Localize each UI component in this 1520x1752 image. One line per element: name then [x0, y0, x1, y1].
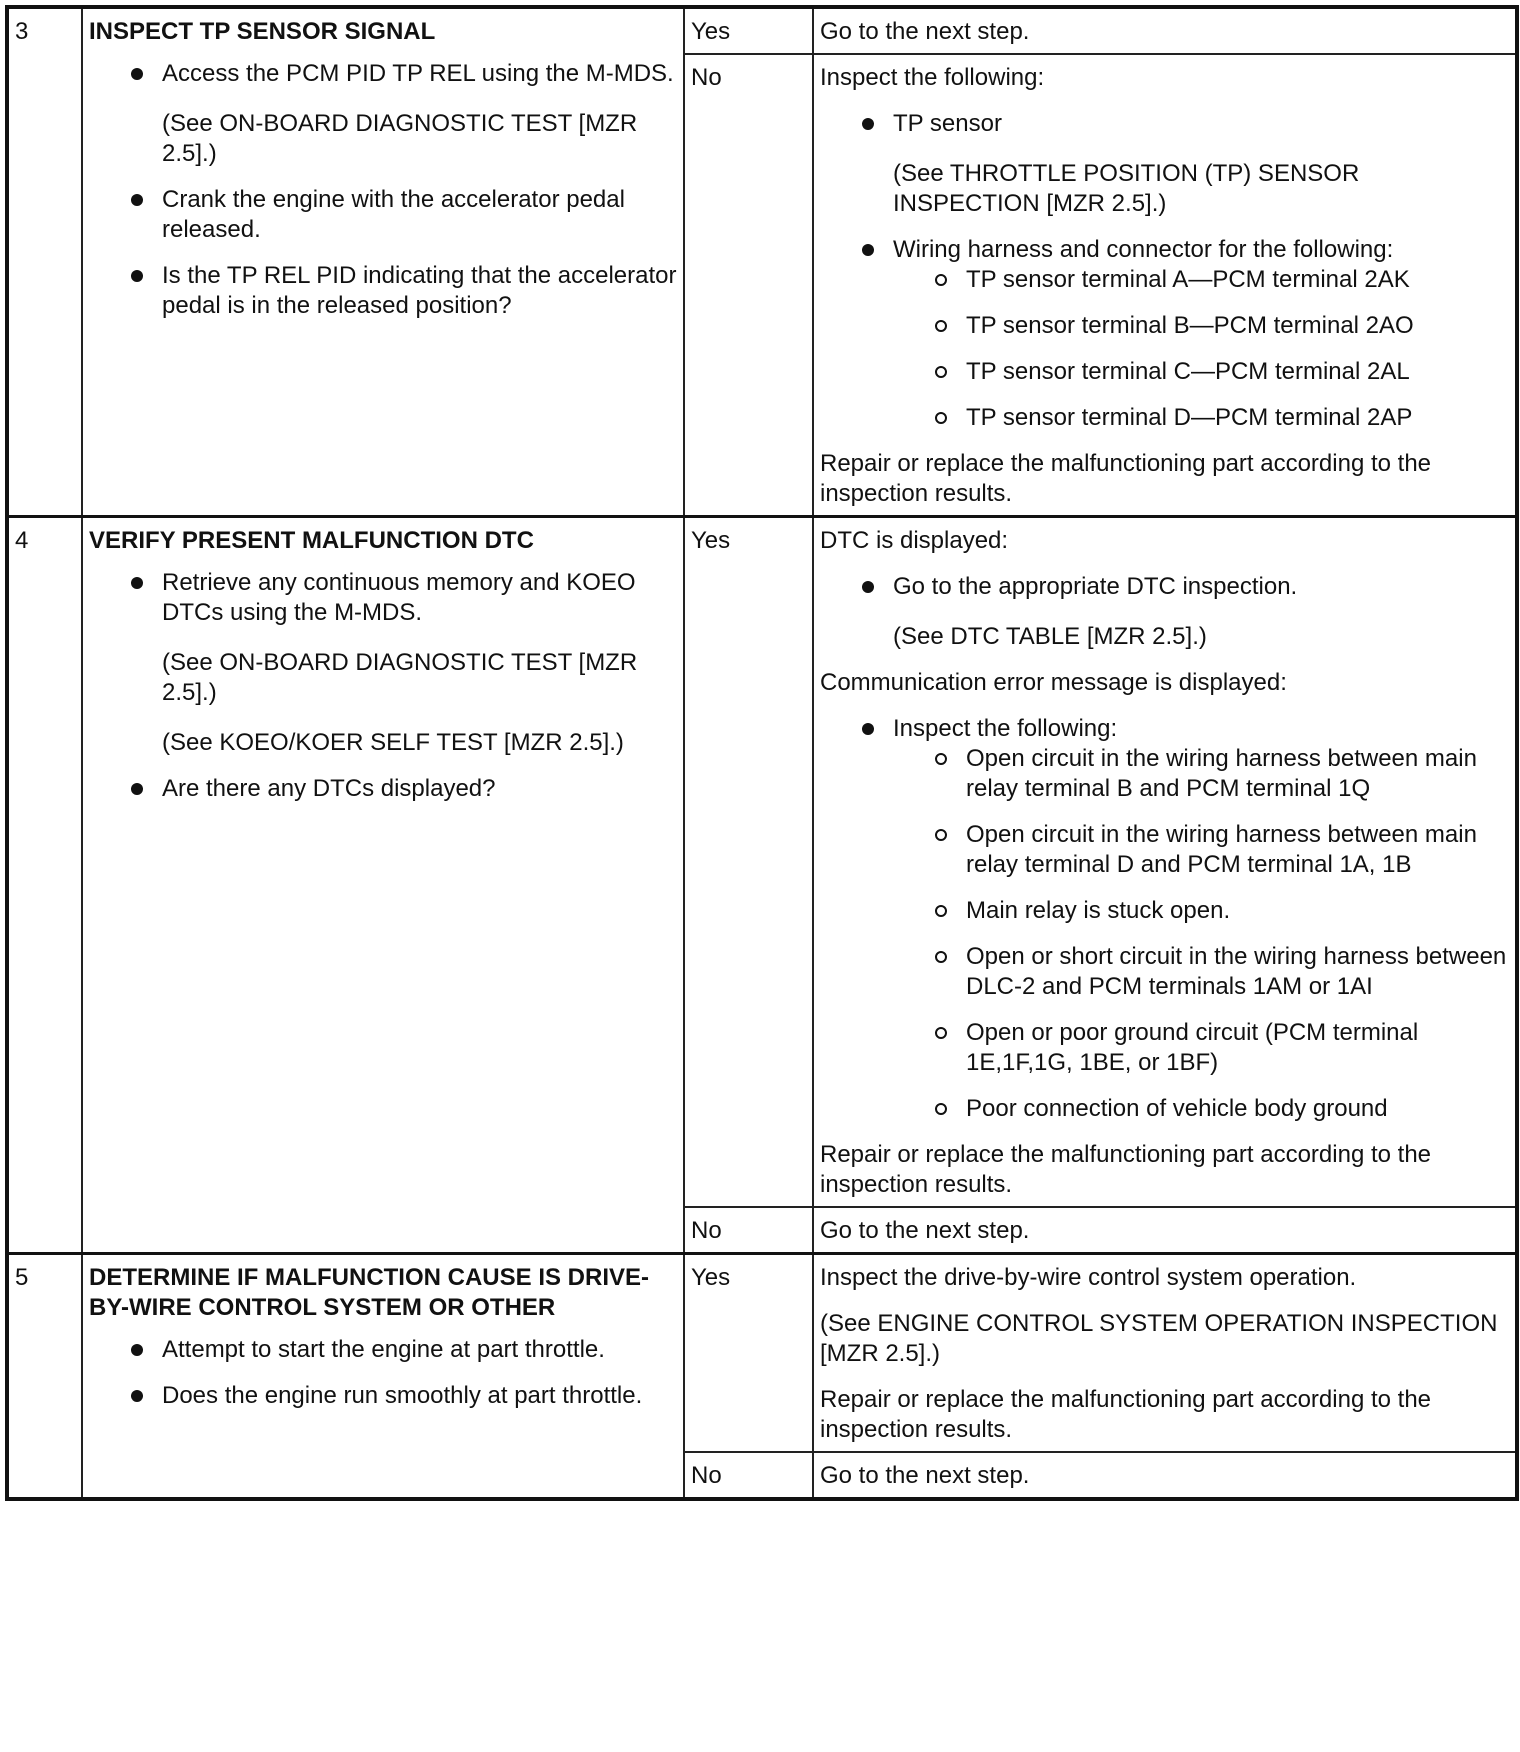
step-number: 4: [7, 517, 82, 1254]
terminal-item: TP sensor terminal C—PCM terminal 2AL: [931, 357, 1509, 387]
step-5-yes-row: [7, 1254, 1517, 1453]
dtc-list: [820, 572, 1509, 652]
reference-text: (See ON-BOARD DIAGNOSTIC TEST [MZR 2.5].): [162, 649, 638, 706]
reference-text: (See KOEO/KOER SELF TEST [MZR 2.5].): [162, 729, 624, 756]
comm-error-intro: Communication error message is displayed:: [820, 669, 1287, 696]
terminal-item: TP sensor terminal A—PCM terminal 2AK: [931, 265, 1509, 295]
action-list: [89, 568, 677, 804]
cause-item: Main relay is stuck open.: [931, 896, 1509, 926]
comm-inspect-list: [820, 714, 1509, 1124]
terminal-item: TP sensor terminal B—PCM terminal 2AO: [931, 311, 1509, 341]
cause-item: Poor connection of vehicle body ground: [931, 1094, 1509, 1124]
terminal-item: TP sensor terminal D—PCM terminal 2AP: [931, 403, 1509, 433]
comm-inspect-item: Inspect the following: Open circuit in the wiring harness between main relay terminal B and PCM terminal 1Q Open circuit in the wiring harness between main relay terminal D and PCM terminal 1A, 1B Main relay is stuck open. Open or short circuit in the wiring harness between DLC-2 and PCM terminals 1AM or 1AI Open or poor ground circuit (PCM terminal 1E,1F,1G, 1BE, or 1BF) Poor connection of vehicle body ground: [858, 714, 1509, 1124]
cause-item: Open circuit in the wiring harness between main relay terminal B and PCM terminal 1Q: [931, 744, 1509, 804]
diagnostic-table: [5, 5, 1519, 1501]
step-3-yes-row: [7, 7, 1517, 54]
step-4-action-cell: [82, 517, 684, 1254]
result-yes-label: Yes: [684, 1254, 813, 1453]
step-title: VERIFY PRESENT MALFUNCTION DTC: [89, 527, 534, 554]
result-no-action: Go to the next step.: [813, 1452, 1517, 1499]
comm-cause-list: [893, 744, 1509, 1124]
yes-action-text: Inspect the drive-by-wire control system operation.: [820, 1264, 1357, 1291]
cause-item: Open or short circuit in the wiring harness between DLC-2 and PCM terminals 1AM or 1AI: [931, 942, 1509, 1002]
cause-item: Open or poor ground circuit (PCM terminal 1E,1F,1G, 1BE, or 1BF): [931, 1018, 1509, 1078]
reference-text: (See THROTTLE POSITION (TP) SENSOR INSPECTION [MZR 2.5].): [893, 160, 1360, 217]
action-item: Retrieve any continuous memory and KOEO DTCs using the M-MDS. (See ON-BOARD DIAGNOSTIC TEST [MZR 2.5].) (See KOEO/KOER SELF TEST [MZR 2.5].): [127, 568, 677, 758]
step-3-no-action-cell: [813, 54, 1517, 517]
action-item: Access the PCM PID TP REL using the M-MDS. (See ON-BOARD DIAGNOSTIC TEST [MZR 2.5].): [127, 59, 677, 169]
step-5-yes-action-cell: [813, 1254, 1517, 1453]
action-item: Is the TP REL PID indicating that the accelerator pedal is in the released position?: [127, 261, 677, 321]
result-no-label: No: [684, 54, 813, 517]
action-list: [89, 1335, 677, 1411]
step-4-yes-action-cell: [813, 517, 1517, 1208]
step-number: 5: [7, 1254, 82, 1500]
dtc-intro: DTC is displayed:: [820, 527, 1009, 554]
repair-note: Repair or replace the malfunctioning part according to the inspection results.: [820, 1386, 1432, 1443]
terminal-list: [893, 265, 1509, 433]
no-intro: Inspect the following:: [820, 64, 1045, 91]
dtc-item: Go to the appropriate DTC inspection. (See DTC TABLE [MZR 2.5].): [858, 572, 1509, 652]
reference-text: (See ON-BOARD DIAGNOSTIC TEST [MZR 2.5].): [162, 110, 638, 167]
inspection-item: TP sensor (See THROTTLE POSITION (TP) SENSOR INSPECTION [MZR 2.5].): [858, 109, 1509, 219]
reference-text: (See ENGINE CONTROL SYSTEM OPERATION INSPECTION [MZR 2.5].): [820, 1310, 1498, 1367]
step-title: INSPECT TP SENSOR SIGNAL: [89, 18, 436, 45]
action-item: Does the engine run smoothly at part throttle.: [127, 1381, 677, 1411]
step-4-yes-row: [7, 517, 1517, 1208]
cause-item: Open circuit in the wiring harness between main relay terminal D and PCM terminal 1A, 1B: [931, 820, 1509, 880]
step-5-action-cell: [82, 1254, 684, 1500]
step-number: 3: [7, 7, 82, 517]
inspection-item: Wiring harness and connector for the following: TP sensor terminal A—PCM terminal 2AK TP sensor terminal B—PCM terminal 2AO TP sensor terminal C—PCM terminal 2AL TP sensor terminal D—PCM terminal 2AP: [858, 235, 1509, 433]
repair-note: Repair or replace the malfunctioning part according to the inspection results.: [820, 1141, 1432, 1198]
result-yes-label: Yes: [684, 7, 813, 54]
inspection-list: [820, 109, 1509, 433]
action-item: Crank the engine with the accelerator pedal released.: [127, 185, 677, 245]
result-yes-label: Yes: [684, 517, 813, 1208]
step-3-action-cell: [82, 7, 684, 517]
repair-note: Repair or replace the malfunctioning part according to the inspection results.: [820, 450, 1432, 507]
result-no-label: No: [684, 1452, 813, 1499]
reference-text: (See DTC TABLE [MZR 2.5].): [893, 623, 1207, 650]
step-title: DETERMINE IF MALFUNCTION CAUSE IS DRIVE-BY-WIRE CONTROL SYSTEM OR OTHER: [89, 1264, 650, 1321]
action-item: Are there any DTCs displayed?: [127, 774, 677, 804]
action-list: [89, 59, 677, 321]
action-item: Attempt to start the engine at part throttle.: [127, 1335, 677, 1365]
result-yes-action: Go to the next step.: [813, 7, 1517, 54]
result-no-label: No: [684, 1207, 813, 1254]
result-no-action: Go to the next step.: [813, 1207, 1517, 1254]
